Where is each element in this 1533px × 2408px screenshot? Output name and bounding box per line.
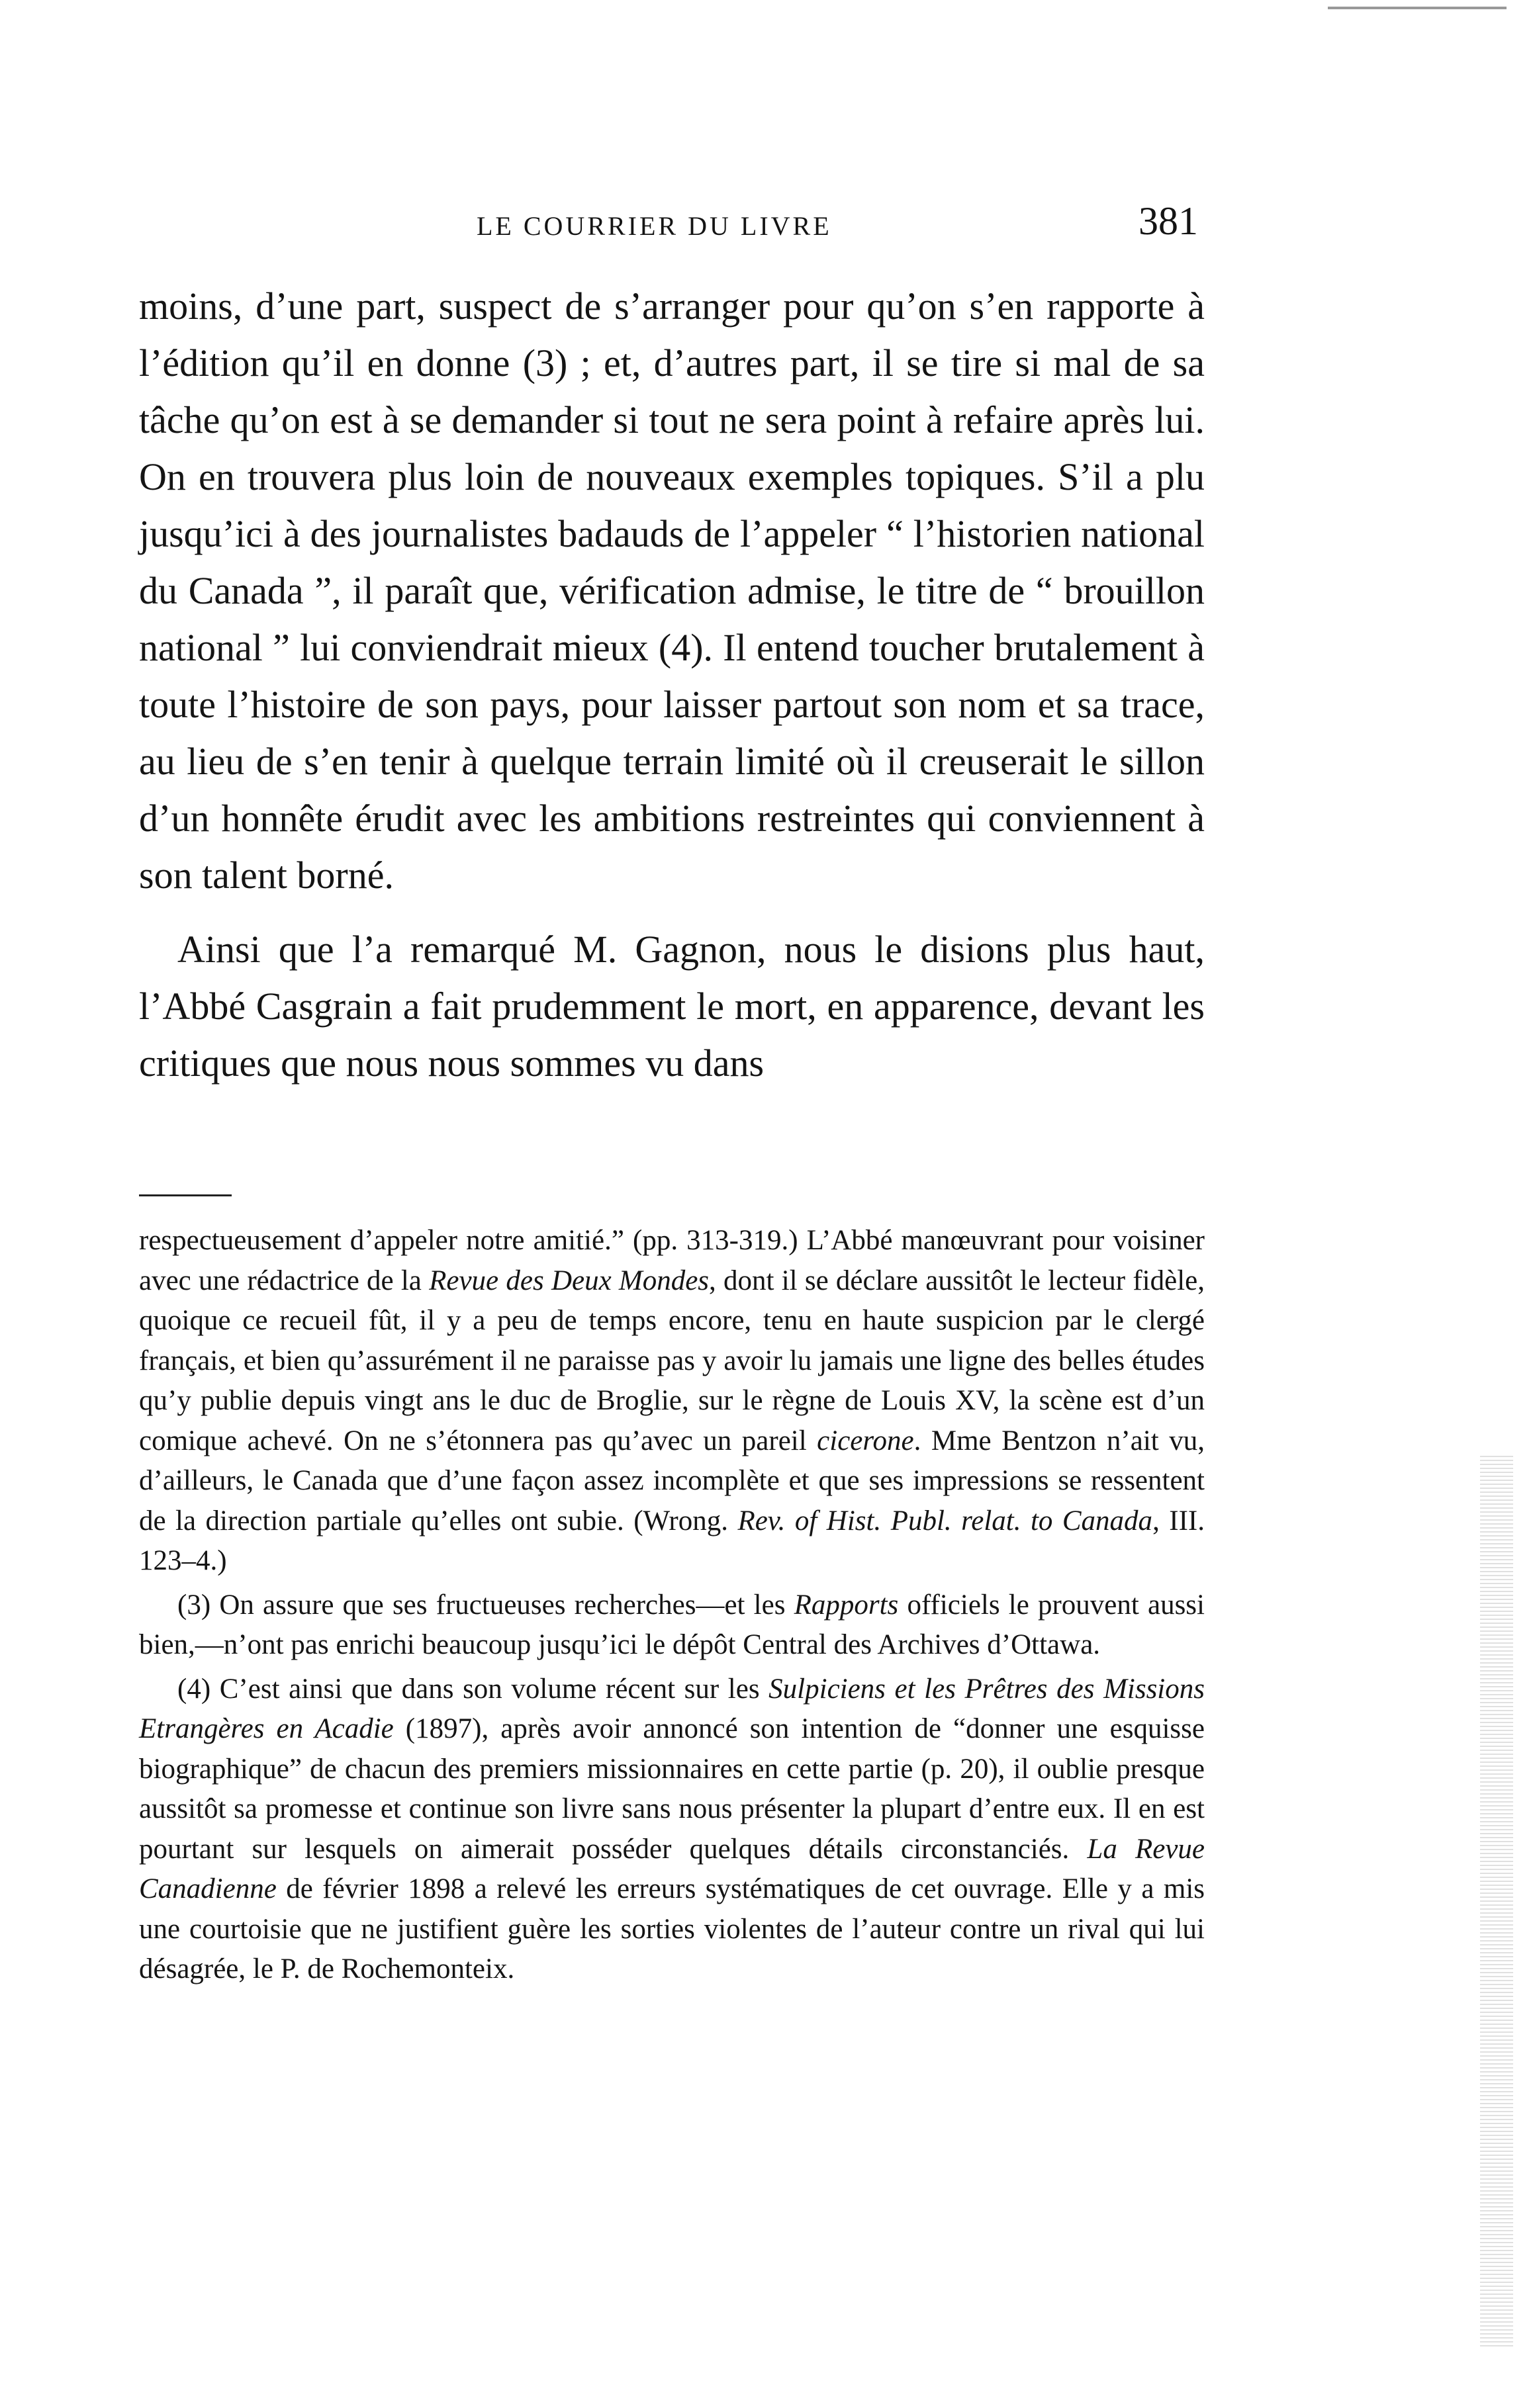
footnote-text: . Mme Bentzon n’ait vu, d’ailleurs, le Canada que d’une façon assez incomplète et que ses impressions se ressentent de la direction partiale qu’elles ont subie. (Wrong. [139,1425,1205,1537]
italic-word: Rapports [794,1589,899,1621]
scan-edge-artifact [1480,1456,1513,2349]
footnote-rule [139,1194,232,1196]
italic-word: cicerone [817,1425,914,1456]
footnote-continuation [139,1221,1205,1582]
running-head [139,199,1198,251]
running-title: LE COURRIER DU LIVRE [477,211,832,241]
journal-title: Revue des Deux Mondes [429,1265,710,1296]
paragraph: Ainsi que l’a remarqué M. Gagnon, nous le disions plus haut, l’Abbé Casgrain a fait prudemment le mort, en apparence, devant les critiques que nous nous sommes vu dans [139,928,1205,1085]
footnote-4 [139,1670,1205,1990]
footnote-text: (1897), après avoir annoncé son intention de “donner une esquisse biographique” de chacun des premiers missionnaires en cette partie (p. 20), il oublie presque aussitôt sa promesse et continue son livre sans nous présenter la plupart d’entre eux. Il en est pourtant sur lesquels on aimerait posséder quelques détails circonstanciés. [139,1713,1205,1865]
footnote-text: , dont il se déclare aussitôt le lecteur fidèle, quoique ce recueil fût, il y a peu de temps encore, tenu en haute suspicion par le clergé français, et bien qu’assurément il ne paraisse pas y avoir lu jamais une ligne des belles études qu’y publie depuis vingt ans le duc de Broglie, sur le règne de Louis XV, la scène est d’un comique achevé. On ne s’étonnera pas qu’avec un pareil [139,1265,1205,1456]
page-number: 381 [1138,199,1198,243]
footnote-3 [139,1585,1205,1666]
footnote-text: (4) C’est ainsi que dans son volume récent sur les [177,1673,769,1705]
book-title: Sulpiciens et les Prêtres des Missions Etrangères en Acadie [139,1673,1205,1744]
footnote-text: , III. 123–4.) [139,1505,1205,1576]
main-text [139,278,1205,1092]
paragraph-continuation: moins, d’une part, suspect de s’arranger pour qu’on s’en rapporte à l’édition qu’il en donne (3) ; et, d’autres part, il se tire si mal de sa tâche qu’on est à se demander si tout ne sera point à refaire après lui. On en trouvera plus loin de nouveaux exemples topiques. S’il a plu jusqu’ici à des journalistes badauds de l’appeler “ l’historien national du Canada ”, il paraît que, vérification admise, le titre de “ brouillon national ” lui conviendrait mieux (4). Il entend toucher brutalement à toute l’histoire de son pays, pour laisser partout son nom et sa trace, au lieu de s’en tenir à quelque terrain limité où il creuserait le sillon d’un honnête érudit avec les ambitions restreintes qui conviennent à son talent borné. [139,285,1205,897]
journal-title: Rev. of Hist. Publ. relat. to Canada [737,1505,1153,1537]
footnote-text: (3) On assure que ses fructueuses recherches—et les [177,1589,794,1621]
footnote-text: respectueusement d’appeler notre amitié.” (pp. 313-319.) L’Abbé manœuvrant pour voisiner avec une rédactrice de la [139,1225,1205,1296]
footnotes [139,1221,1205,1990]
scan-artifact [1328,7,1507,9]
journal-title: La Revue Canadienne [139,1833,1205,1904]
footnote-text: officiels le prouvent aussi bien,—n’ont pas enrichi beaucoup jusqu’ici le dépôt Central des Archives d’Ottawa. [139,1589,1205,1660]
footnote-text: de février 1898 a relevé les erreurs systématiques de cet ouvrage. Elle y a mis une courtoisie que ne justifient guère les sorties violentes de l’auteur contre un rival qui lui désagrée, le P. de Rochemonteix. [139,1873,1205,1984]
